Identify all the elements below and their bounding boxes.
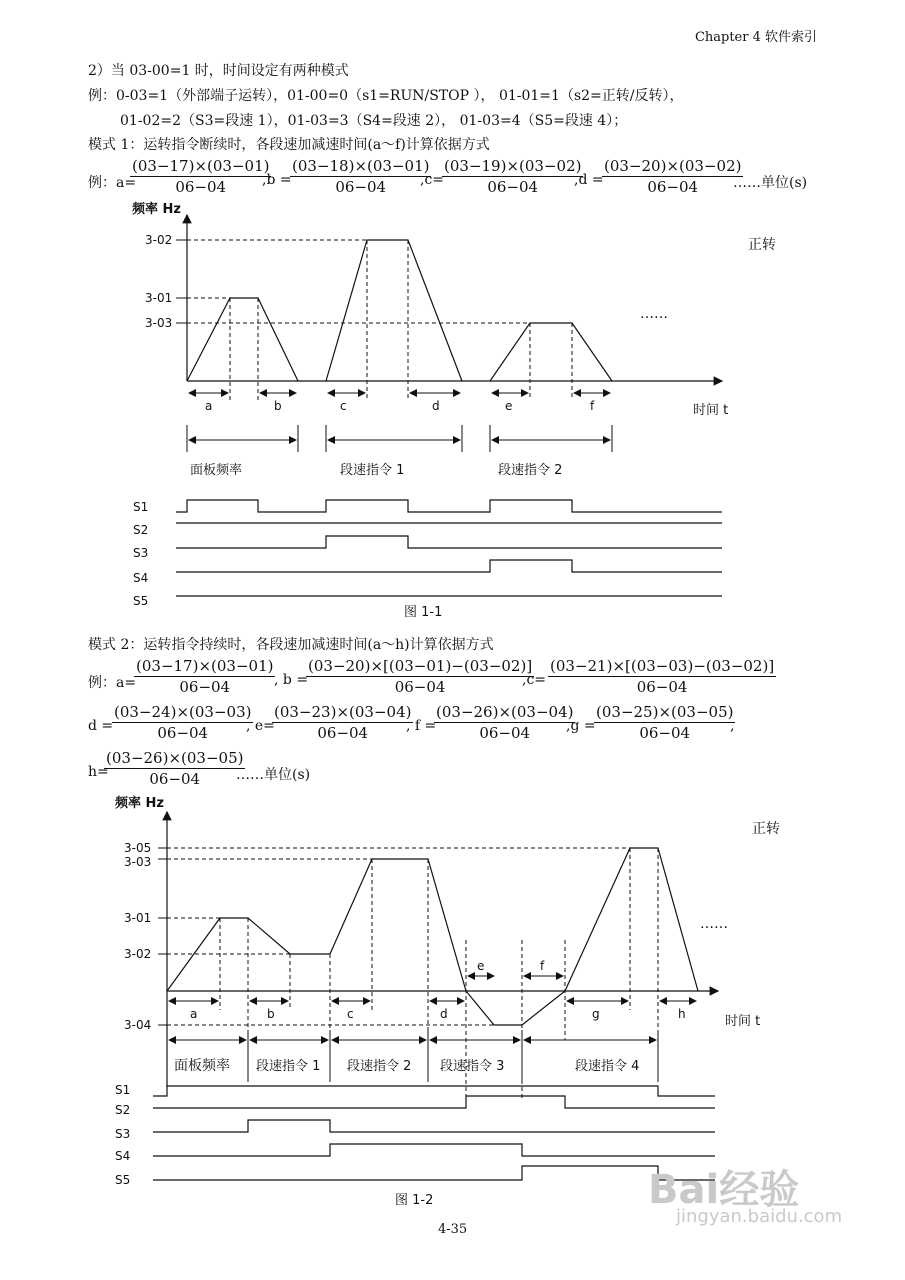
- formula1-a: $\frac{(03-17)\times(03-01)}{06-04}$: [132, 157, 270, 196]
- watermark-logo: Bai经验: [648, 1167, 800, 1213]
- fig1-seg-2: 段速指令 2: [498, 463, 563, 478]
- fig2-sig-s3: S3: [115, 1127, 131, 1141]
- formula2-h-prefix: h=: [88, 764, 109, 780]
- fig2-label-b: b: [267, 1007, 275, 1021]
- formula2-a: $\frac{(03-17)\times(03-01)}{06-04}$: [136, 657, 274, 696]
- fig1-seg-1: 段速指令 1: [340, 463, 405, 478]
- formula2-d: $\frac{(03-24)\times(03-03)}{06-04}$: [114, 703, 252, 742]
- formula2-a-prefix: 例：a=: [88, 675, 137, 691]
- fig2-label-f: f: [540, 959, 545, 973]
- fig1-ellipsis: ……: [640, 306, 668, 322]
- fig1-level-3-03: 3-03: [145, 316, 173, 330]
- fig1-level-3-02: 3-02: [145, 233, 173, 247]
- formula2-f: $\frac{(03-26)\times(03-04)}{06-04}$: [436, 703, 574, 742]
- fig1-label-d: d: [432, 399, 440, 413]
- fig2-label-a: a: [190, 1007, 198, 1021]
- formula2-g-comma: ,: [730, 718, 735, 734]
- mode1-heading: 模式 1：运转指令断续时，各段速加减速时间(a～f)计算依据方式: [88, 137, 490, 153]
- fig1-caption: 图 1-1: [404, 605, 443, 620]
- formula2-f-prefix: , f =: [406, 718, 437, 734]
- fig1-sig-s4: S4: [133, 571, 149, 585]
- fig2-label-c: c: [347, 1007, 354, 1021]
- formula2-g-prefix: ,g =: [566, 718, 596, 734]
- formula1-b-prefix: ,b =: [262, 172, 292, 188]
- fig1-label-a: a: [205, 399, 213, 413]
- fig2-profile: [167, 848, 698, 1025]
- formula1-b: $\frac{(03-18)\times(03-01)}{06-04}$: [292, 157, 430, 196]
- fig1-sig-s5: S5: [133, 594, 149, 608]
- formula2-h: $\frac{(03-26)\times(03-05)}{06-04}$: [106, 749, 244, 788]
- fig2-level-3-04: 3-04: [124, 1018, 152, 1032]
- formula1-d-prefix: ,d =: [574, 172, 604, 188]
- formula1-c-prefix: ,c=: [420, 172, 445, 188]
- watermark-url: jingyan.baidu.com: [676, 1206, 843, 1227]
- formula2-e-prefix: , e=: [246, 718, 275, 734]
- formula1-d: $\frac{(03-20)\times(03-02)}{06-04}$: [604, 157, 742, 196]
- formula2-b-prefix: , b =: [274, 672, 309, 688]
- fig1-direction: 正转: [748, 237, 776, 253]
- fig2-sig-s5: S5: [115, 1173, 131, 1187]
- fig2-sig-s4: S4: [115, 1149, 131, 1163]
- fig2-caption: 图 1-2: [395, 1193, 434, 1208]
- fig2-wave-s3: [153, 1120, 715, 1132]
- fig1-sig-s3: S3: [133, 546, 149, 560]
- chapter-header: Chapter 4 软件索引: [694, 30, 817, 45]
- fig2-level-3-03: 3-03: [124, 855, 152, 869]
- fig2-xlabel: 时间 t: [725, 1014, 761, 1029]
- fig2-level-3-01: 3-01: [124, 911, 152, 925]
- fig1-label-b: b: [274, 399, 282, 413]
- fig2-wave-s4: [153, 1144, 715, 1156]
- formula2-b: $\frac{(03-20)\times[(03-01)-(03-02)]}{06-04}$: [308, 657, 533, 696]
- formula2-g: $\frac{(03-25)\times(03-05)}{06-04}$: [596, 703, 734, 742]
- formula2-c-prefix: ,c=: [522, 672, 547, 688]
- fig1-ylabel: 频率 Hz: [132, 202, 181, 217]
- fig2-ellipsis: ……: [700, 916, 728, 932]
- fig1-level-3-01: 3-01: [145, 291, 173, 305]
- formula2-c: $\frac{(03-21)\times[(03-03)-(03-02)]}{06-04}$: [550, 657, 775, 696]
- fig2-label-e: e: [477, 959, 485, 973]
- mode2-heading: 模式 2：运转指令持续时，各段速加减速时间(a～h)计算依据方式: [88, 637, 494, 653]
- example-line-1: 例：0-03=1（外部端子运转），01-00=0（s1=RUN/STOP ）， 01-01=1（s2=正转/反转），: [88, 88, 684, 104]
- fig2-sig-s1: S1: [115, 1083, 131, 1097]
- fig2-wave-s2: [153, 1096, 715, 1108]
- fig1-sig-s1: S1: [133, 500, 149, 514]
- formula2-unit: ……单位(s): [236, 767, 311, 783]
- fig2-level-3-05: 3-05: [124, 841, 152, 855]
- fig1-label-f: f: [590, 399, 595, 413]
- fig1-xlabel: 时间 t: [693, 403, 729, 418]
- fig2-wave-s1: [153, 1086, 715, 1096]
- fig2-ylabel: 频率 Hz: [115, 796, 164, 811]
- fig2-label-h: h: [678, 1007, 686, 1021]
- fig2-seg-2: 段速指令 2: [347, 1059, 412, 1074]
- example-line-2: 01-02=2（S3=段速 1），01-03=3（S4=段速 2）， 01-03=4（S5=段速 4）；: [120, 113, 628, 129]
- page-number: 4-35: [438, 1222, 468, 1237]
- formula2-e: $\frac{(03-23)\times(03-04)}{06-04}$: [274, 703, 412, 742]
- fig1-sig-s2: S2: [133, 523, 149, 537]
- fig2-seg-1: 段速指令 1: [256, 1059, 321, 1074]
- fig2-level-3-02: 3-02: [124, 947, 152, 961]
- fig2-wave-s5: [153, 1166, 715, 1180]
- fig2-label-g: g: [592, 1007, 600, 1021]
- fig2-seg-4: 段速指令 4: [575, 1059, 640, 1074]
- formula2-d-prefix: d =: [88, 718, 114, 734]
- formula1-c: $\frac{(03-19)\times(03-02)}{06-04}$: [444, 157, 582, 196]
- formula1-unit: ……单位(s): [733, 175, 808, 191]
- fig2-direction: 正转: [752, 821, 780, 837]
- fig2-label-d: d: [440, 1007, 448, 1021]
- fig2-seg-panel: 面板频率: [174, 1058, 230, 1074]
- fig2-seg-3: 段速指令 3: [440, 1059, 505, 1074]
- fig1-label-c: c: [340, 399, 347, 413]
- intro-line: 2）当 03-00=1 时，时间设定有两种模式: [88, 63, 349, 79]
- fig1-label-e: e: [505, 399, 513, 413]
- fig1-seg-panel: 面板频率: [190, 463, 243, 478]
- formula1-a-prefix: 例：a=: [88, 175, 137, 191]
- fig2-sig-s2: S2: [115, 1103, 131, 1117]
